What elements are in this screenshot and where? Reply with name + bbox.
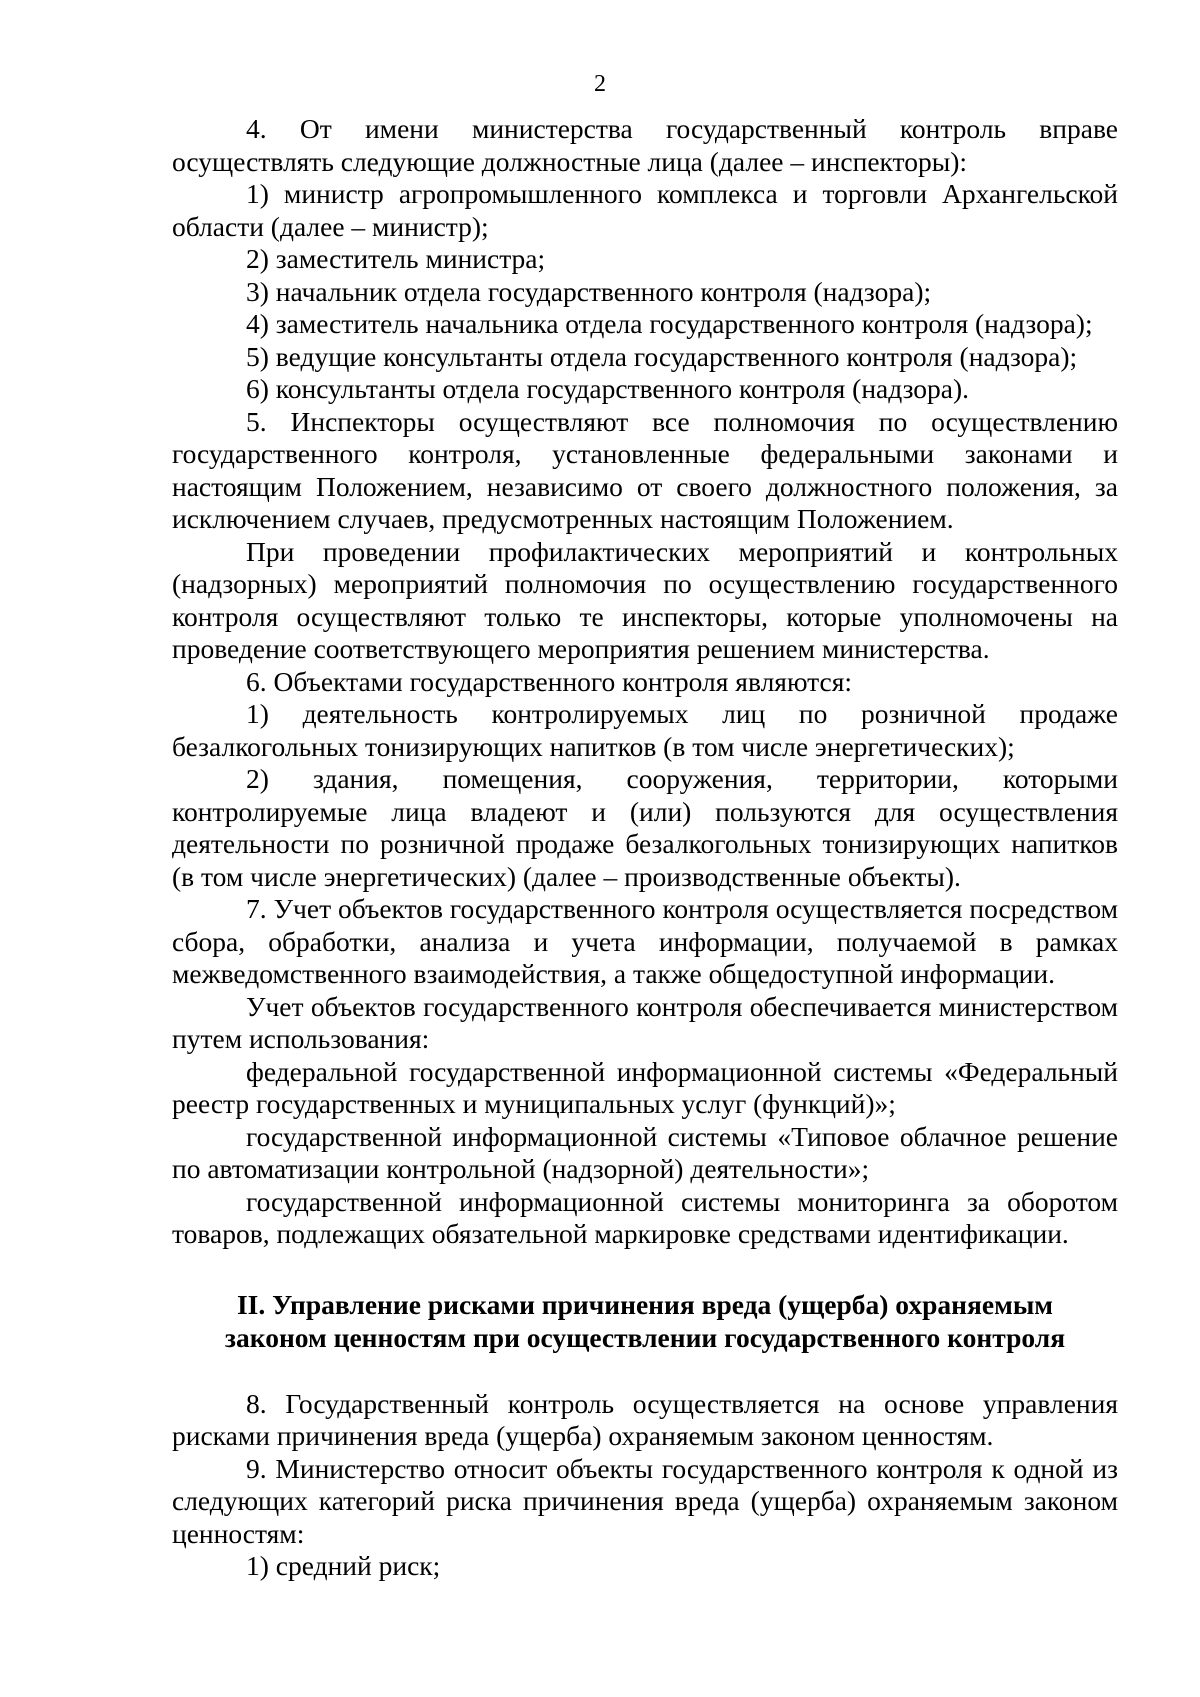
list-item: 3) начальник отдела государственного контроля (надзора); xyxy=(246,275,932,307)
paragraph: 8. Государственный контроль осуществляется на основе управления рисками причинения вреда (ущерба) охраняемым законом ценностям. xyxy=(172,1387,1118,1451)
document-body xyxy=(172,113,1118,1583)
list-item: 4) заместитель начальника отдела государственного контроля (надзора); xyxy=(246,308,1093,339)
paragraph: Учет объектов государственного контроля обеспечивается министерством путем использования: xyxy=(172,990,1118,1054)
list-item: государственной информационной системы «Типовое облачное решение по автоматизации контрольной (надзорной) деятельности»; xyxy=(172,1120,1118,1184)
paragraph: При проведении профилактических мероприятий и контрольных (надзорных) мероприятий полномочия по осуществлению государственного контроля осуществляют только те инспекторы, которые уполномочены на проведение соответствующего мероприятия решением министерства. xyxy=(172,535,1118,664)
paragraph: 6. Объектами государственного контроля являются: xyxy=(246,665,852,697)
list-item: 5) ведущие консультанты отдела государственного контроля (надзора); xyxy=(246,340,1078,372)
paragraph: 9. Министерство относит объекты государственного контроля к одной из следующих категорий риска причинения вреда (ущерба) охраняемым законом ценностям: xyxy=(172,1452,1118,1549)
list-item: 2) здания, помещения, сооружения, территории, которыми контролируемые лица владеют и (или) пользуются для осуществления деятельности по розничной продаже безалкогольных тонизирующих напитков (в том числе энергетических) (далее – производственные объекты). xyxy=(172,763,1118,892)
list-item: 1) средний риск; xyxy=(246,1550,441,1581)
section-heading-line: II. Управление рисками причинения вреда (ущерба) охраняемым xyxy=(236,1288,1054,1320)
paragraph: 4. От имени министерства государственный контроль вправе осуществлять следующие должностные лица (далее – инспекторы): xyxy=(172,113,1118,177)
list-item: федеральной государственной информационной системы «Федеральный реестр государственных и муниципальных услуг (функций)»; xyxy=(172,1055,1118,1119)
paragraph: 7. Учет объектов государственного контроля осуществляется посредством сбора, обработки, анализа и учета информации, получаемой в рамках межведомственного взаимодействия, а также общедоступной информации. xyxy=(172,893,1118,989)
list-item: 2) заместитель министра; xyxy=(246,243,546,274)
list-item: 1) министр агропромышленного комплекса и торговли Архангельской области (далее – министр); xyxy=(172,178,1118,242)
list-item: государственной информационной системы мониторинга за оборотом товаров, подлежащих обязательной маркировке средствами идентификации. xyxy=(172,1185,1118,1249)
section-heading-line: законом ценностям при осуществлении государственного контроля xyxy=(224,1321,1066,1353)
paragraph: 5. Инспекторы осуществляют все полномочия по осуществлению государственного контроля, установленные федеральными законами и настоящим Положением, независимо от своего должностного положения, за исключением случаев, предусмотренных настоящим Положением. xyxy=(172,405,1118,534)
section-heading xyxy=(172,1288,1118,1354)
page-number: 2 xyxy=(594,71,606,97)
list-item: 1) деятельность контролируемых лиц по розничной продаже безалкогольных тонизирующих напитков (в том числе энергетических); xyxy=(172,698,1118,762)
list-item: 6) консультанты отдела государственного контроля (надзора). xyxy=(246,373,970,404)
